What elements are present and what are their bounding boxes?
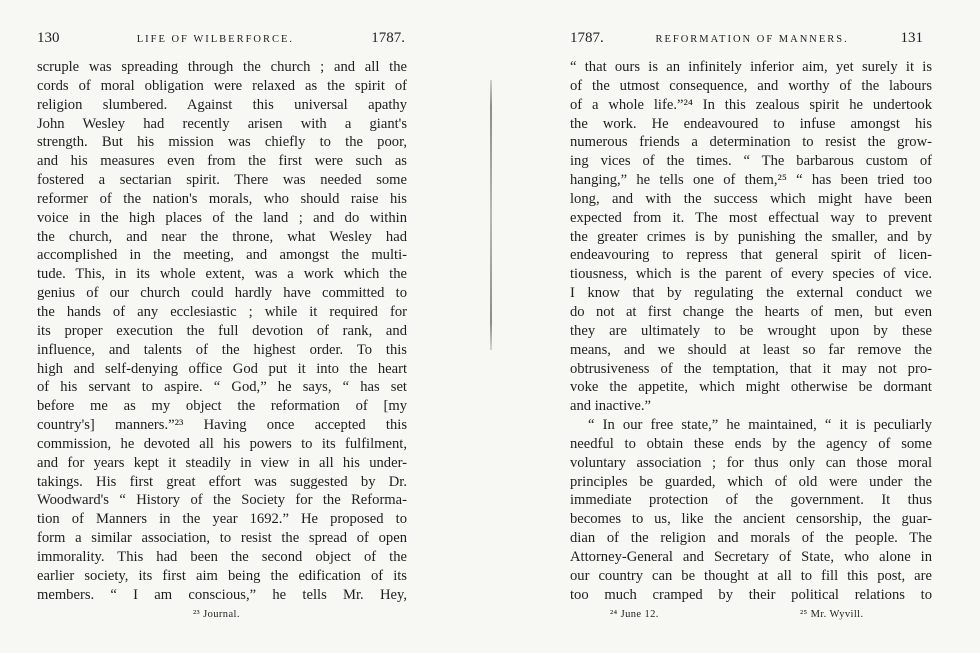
text-line: too much cramped by their political relations to <box>570 586 932 603</box>
text-line: tion of Manners in the year 1692.” He proposed to <box>37 511 407 528</box>
text-line: takings. His first great effort was suggested by Dr. <box>37 473 407 490</box>
text-line: the greater crimes is by punishing the smaller, and by <box>570 228 932 245</box>
text-line: voluntary association ; for thus only can those moral <box>570 454 932 471</box>
text-line: John Wesley had recently arisen with a giant's <box>37 115 407 132</box>
right-footnotes <box>570 609 932 625</box>
footnote-23: ²³ Journal. <box>193 609 240 620</box>
right-page <box>490 0 980 653</box>
text-line: and his measures even from the first were such as <box>37 153 407 170</box>
text-line: endeavouring to repress that general spirit of licen- <box>570 247 932 264</box>
left-footnotes <box>0 609 490 625</box>
text-line: influence, and talents of the highest order. To this <box>37 341 407 358</box>
text-line: numerous friends a determination to resist the grow- <box>570 134 932 151</box>
text-line: commission, he devoted all his powers to its fulfilment, <box>37 435 407 452</box>
text-line: “ that ours is an infinitely inferior aim, yet surely it is <box>570 59 932 75</box>
text-line: our country can be thought at all to fill this post, are <box>570 567 932 584</box>
text-line: before me as my object the reformation of [my <box>37 398 407 415</box>
text-line: cords of moral obligation were relaxed as the spirit of <box>37 77 407 94</box>
left-year: 1787. <box>371 30 405 46</box>
right-body-text <box>570 58 932 604</box>
text-line: tude. This, in its whole extent, was a work which the <box>37 266 407 283</box>
text-line: scruple was spreading through the church ; and all the <box>37 59 407 75</box>
right-page-number: 131 <box>900 30 923 46</box>
text-line: principles be guarded, which of old were under the <box>570 473 932 490</box>
text-line: they are ultimately to be wrought upon by these <box>570 322 932 339</box>
text-line: its proper execution the full devotion of rank, and <box>37 322 407 339</box>
left-running-head <box>37 30 405 50</box>
text-line: fostered a sectarian spirit. There was needed some <box>37 172 407 189</box>
text-line: becomes to us, like the ancient censorship, the guar- <box>570 511 932 528</box>
left-body-text <box>37 58 407 604</box>
text-line: high and self-denying office God put it into the heart <box>37 360 407 377</box>
text-line: immediate protection of the government. It thus <box>570 492 932 509</box>
text-line: members. “ I am conscious,” he tells Mr. Hey, <box>37 586 407 603</box>
text-line: and inactive.” <box>570 398 652 415</box>
text-line: the hands of any ecclesiastic ; while it required for <box>37 303 407 320</box>
text-line: expected from it. The most effectual way to prevent <box>570 209 932 226</box>
text-line: I know that by regulating the external conduct we <box>570 285 932 302</box>
text-line: the work. He endeavoured to infuse amongst his <box>570 115 932 132</box>
text-line: of the utmost consequence, and worthy of the labours <box>570 77 932 94</box>
text-line: tiousness, which is the parent of every species of vice. <box>570 266 932 283</box>
text-line: strength. But his mission was chiefly to the poor, <box>37 134 407 151</box>
text-line: ing vices of the times. “ The barbarous custom of <box>570 153 932 170</box>
text-line: religion slumbered. Against this universal apathy <box>37 96 407 113</box>
text-line: needful to obtain these ends by the agency of some <box>570 435 932 452</box>
text-line: the church, and near the throne, what Wesley had <box>37 228 407 245</box>
footnote-25: ²⁵ Mr. Wyvill. <box>800 609 864 620</box>
right-year: 1787. <box>570 30 604 46</box>
text-line: long, and with the success which might have been <box>570 190 932 207</box>
text-line: form a similar association, to resist the spread of open <box>37 530 407 547</box>
right-running-head <box>570 30 923 50</box>
text-line: country's] manners.”²³ Having once accepted this <box>37 417 407 434</box>
text-line: voke the appetite, which might otherwise be dormant <box>570 379 932 396</box>
text-line: of a whole life.”²⁴ In this zealous spirit he undertook <box>570 96 932 113</box>
left-page-number: 130 <box>37 30 60 46</box>
text-line: reformer of the nation's morals, who should raise his <box>37 190 407 207</box>
text-line: hanging,” he tells one of them,²⁵ “ has been tried too <box>570 172 932 189</box>
text-line: earlier society, its first aim being the edification of its <box>37 567 407 584</box>
left-running-title: LIFE OF WILBERFORCE. <box>136 34 295 45</box>
right-running-title: REFORMATION OF MANNERS. <box>655 34 849 45</box>
text-line: do not at first change the hearts of men, but even <box>570 303 932 320</box>
text-line: voice in the high places of the land ; and do within <box>37 209 407 226</box>
text-line: and for years kept it steadily in view in all his under- <box>37 454 407 471</box>
text-line: means, and we should at least so far remove the <box>570 341 932 358</box>
text-line: immorality. This had been the second object of the <box>37 548 407 565</box>
text-line: obtrusiveness of the temptation, that it may not pro- <box>570 360 932 377</box>
text-line: dian of the religion and morals of the people. The <box>570 530 932 547</box>
text-line: of his servant to aspire. “ God,” he says, “ has set <box>37 379 407 396</box>
text-line: accomplished in the meeting, and amongst the multi- <box>37 247 407 264</box>
text-line: Attorney-General and Secretary of State, who alone in <box>570 548 932 565</box>
text-line: genius of our church could hardly have committed to <box>37 285 407 302</box>
text-line: “ In our free state,” he maintained, “ it is peculiarly <box>588 417 932 434</box>
text-line: Woodward's “ History of the Society for the Reforma- <box>37 492 407 509</box>
footnote-24: ²⁴ June 12. <box>610 609 659 620</box>
